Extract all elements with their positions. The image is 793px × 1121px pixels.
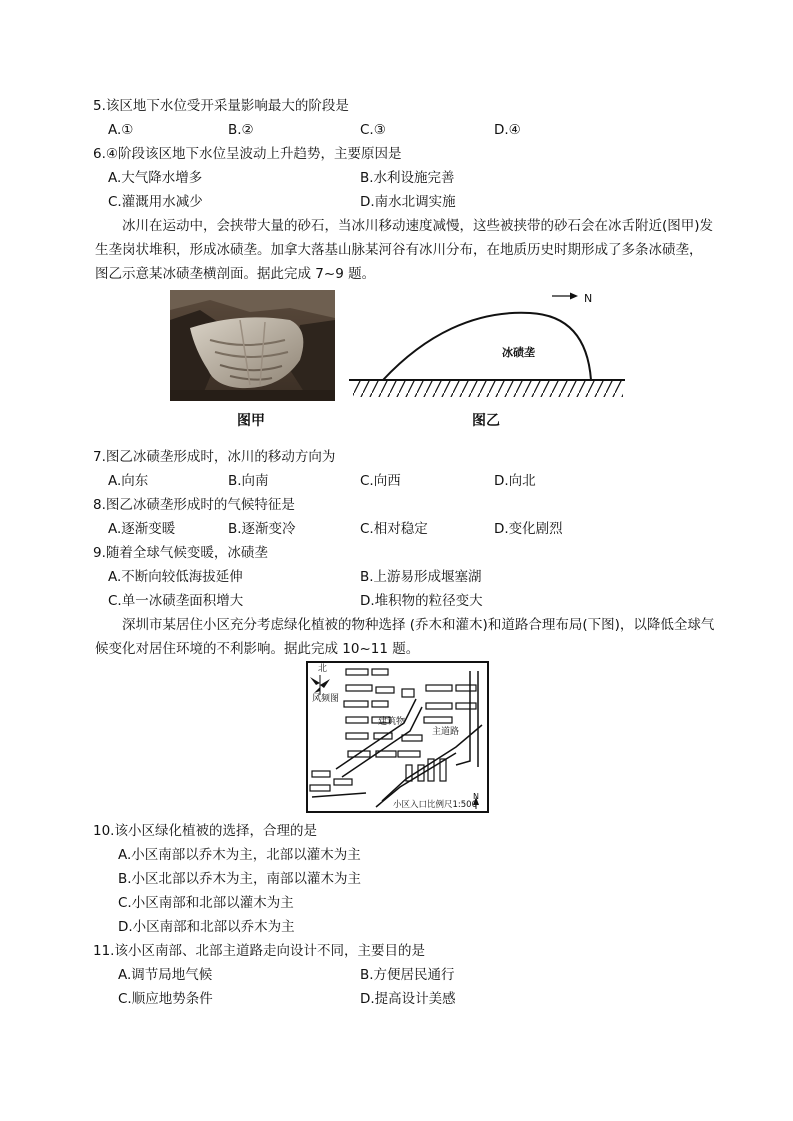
q8-option-c: C.相对稳定 xyxy=(360,521,428,537)
q11-option-d: D.提高设计美感 xyxy=(360,991,456,1007)
q11-option-c: C.顺应地势条件 xyxy=(118,991,213,1007)
q7-option-b: B.向南 xyxy=(228,473,269,489)
q6-option-a: A.大气降水增多 xyxy=(108,170,203,186)
residential-map xyxy=(306,661,489,813)
q5-stem: 5.该区地下水位受开采量影响最大的阶段是 xyxy=(93,98,349,114)
north-arrow-head xyxy=(570,293,578,300)
map-north-arrow-label: N xyxy=(473,792,479,801)
q8-option-d: D.变化剧烈 xyxy=(494,521,563,537)
q5-option-c: C.③ xyxy=(360,122,386,138)
q11-option-a: A.调节局地气候 xyxy=(118,967,213,983)
q10-option-d: D.小区南部和北部以乔木为主 xyxy=(118,919,295,935)
q9-option-d: D.堆积物的粒径变大 xyxy=(360,593,483,609)
q7-option-c: C.向西 xyxy=(360,473,401,489)
map-road-label: 主道路 xyxy=(432,727,460,737)
q10-option-b: B.小区北部以乔木为主，南部以灌木为主 xyxy=(118,871,362,887)
map-north-label: 北 xyxy=(318,664,328,674)
map-entrance-label: 小区入口 xyxy=(393,800,428,810)
shenzhen-passage: 深圳市某居住小区充分考虑绿化植被的物种选择 (乔木和灌木)和道路合理布局(下图)，以降低全球气候变化对居住环境的不利影响。据此完成 10~11 题。 xyxy=(95,617,715,657)
figure-jia-photo xyxy=(170,290,335,401)
q7-option-a: A.向东 xyxy=(108,473,149,489)
north-label: N xyxy=(584,292,593,305)
q10-stem: 10.该小区绿化植被的选择，合理的是 xyxy=(93,823,317,839)
q9-option-a: A.不断向较低海拔延伸 xyxy=(108,569,243,585)
map-building-label: 建筑物 xyxy=(378,717,406,727)
q11-option-b: B.方便居民通行 xyxy=(360,967,455,983)
q7-option-d: D.向北 xyxy=(494,473,536,489)
glacier-passage: 冰川在运动中，会挟带大量的砂石，当冰川移动速度减慢，这些被挟带的砂石会在冰舌附近(图甲)发生垄岗状堆积，形成冰碛垄。加拿大落基山脉某河谷有冰川分布，在地质历史时期形成了多条冰碛垄，图乙示意某冰碛垄横剖面。据此完成 7~9 题。 xyxy=(95,218,714,282)
q8-option-a: A.逐渐变暖 xyxy=(108,521,176,537)
q9-option-b: B.上游易形成堰塞湖 xyxy=(360,569,482,585)
q8-stem: 8.图乙冰碛垄形成时的气候特征是 xyxy=(93,497,295,513)
q10-option-c: C.小区南部和北部以灌木为主 xyxy=(118,895,294,911)
q5-option-a: A.① xyxy=(108,122,134,138)
q5-option-b: B.② xyxy=(228,122,254,138)
moraine-label: 冰碛垄 xyxy=(502,346,535,359)
q6-option-d: D.南水北调实施 xyxy=(360,194,456,210)
q7-stem: 7.图乙冰碛垄形成时，冰川的移动方向为 xyxy=(93,449,336,465)
q9-option-c: C.单一冰碛垄面积增大 xyxy=(108,593,244,609)
map-wind-label: 风频图 xyxy=(312,694,340,704)
q6-stem: 6.④阶段该区地下水位呈波动上升趋势，主要原因是 xyxy=(93,146,402,162)
q11-stem: 11.该小区南部、北部主道路走向设计不同，主要目的是 xyxy=(93,943,425,959)
map-scale-label: 比例尺1:500 xyxy=(427,800,477,810)
q9-stem: 9.随着全球气候变暖，冰碛垄 xyxy=(93,545,268,561)
figure-jia-caption: 图甲 xyxy=(237,413,265,429)
moraine-ridge-outline xyxy=(383,313,591,380)
glacier-photo-image xyxy=(170,290,335,401)
q6-option-c: C.灌溉用水减少 xyxy=(108,194,203,210)
figure-yi-caption: 图乙 xyxy=(472,413,500,429)
q8-option-b: B.逐渐变冷 xyxy=(228,521,296,537)
q10-option-a: A.小区南部以乔木为主，北部以灌木为主 xyxy=(118,847,361,863)
q5-option-d: D.④ xyxy=(494,122,521,138)
q6-option-b: B.水利设施完善 xyxy=(360,170,455,186)
